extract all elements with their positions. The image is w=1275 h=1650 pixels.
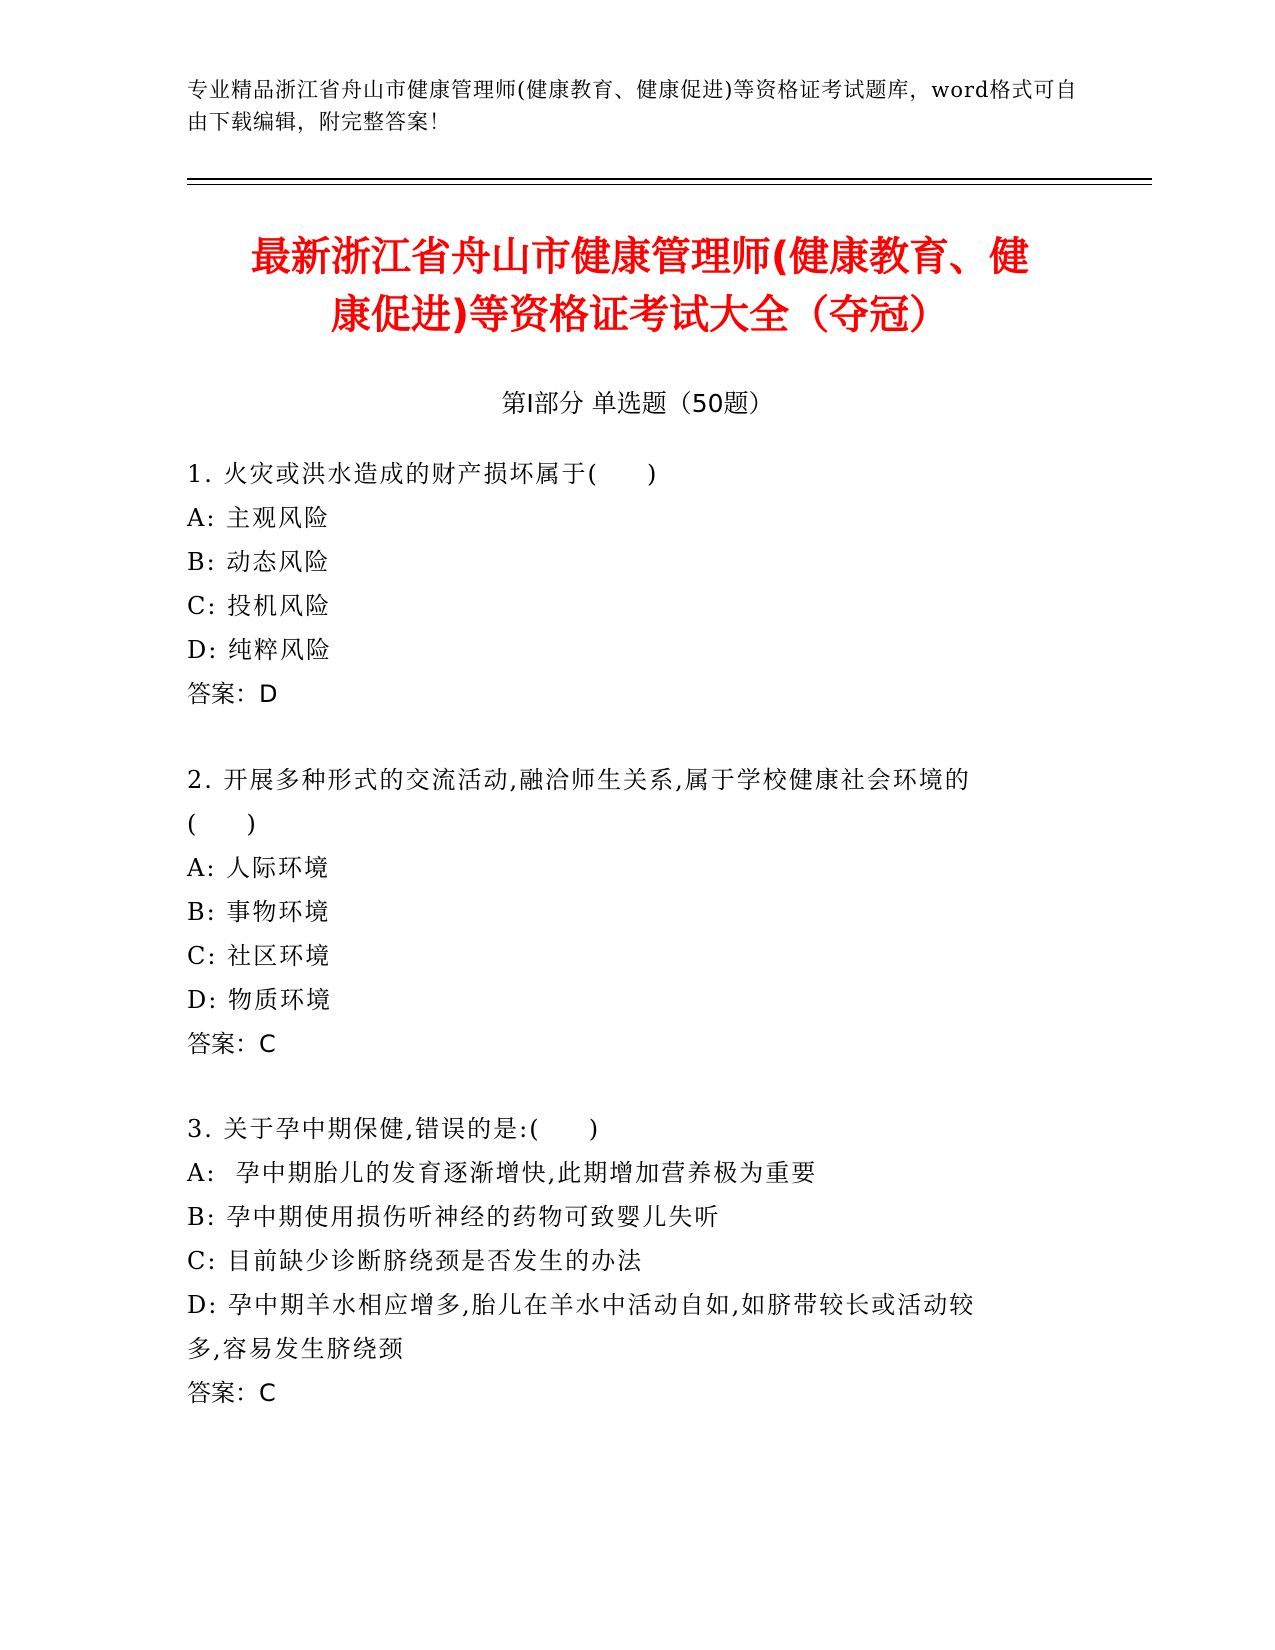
- question-3-answer: 答案：C: [187, 1379, 276, 1407]
- question-2-option-a: A: 人际环境: [187, 854, 331, 882]
- question-1-stem: 1. 火灾或洪水造成的财产损坏属于( ): [187, 460, 659, 488]
- question-1-option-c: C: 投机风险: [187, 592, 332, 620]
- question-3-option-a: A: 孕中期胎儿的发育逐渐增快,此期增加营养极为重要: [187, 1159, 818, 1187]
- title-line-1: 最新浙江省舟山市健康管理师(健康教育、健: [250, 234, 1030, 280]
- header-divider-thick: [187, 178, 1152, 180]
- question-2-answer: 答案：C: [187, 1030, 276, 1058]
- header-note: 专业精品浙江省舟山市健康管理师(健康教育、健康促进)等资格证考试题库，word格式可自由下载编辑，附完整答案！: [187, 78, 1078, 134]
- question-3-option-c: C: 目前缺少诊断脐绕颈是否发生的办法: [187, 1247, 644, 1275]
- question-3-option-d: D: 孕中期羊水相应增多,胎儿在羊水中活动自如,如脐带较长或活动较: [187, 1291, 976, 1319]
- title-line-2: 康促进)等资格证考试大全（夺冠）: [330, 292, 950, 338]
- question-1-option-d: D: 纯粹风险: [187, 636, 332, 664]
- question-3-stem: 3. 关于孕中期保健,错误的是:( ): [187, 1115, 601, 1143]
- document-title: [180, 228, 1100, 344]
- question-3-option-b: B: 孕中期使用损伤听神经的药物可致婴儿失听: [187, 1203, 721, 1231]
- question-1-answer: 答案：D: [187, 680, 278, 708]
- section-title: 第Ⅰ部分 单选题（50题）: [501, 389, 774, 418]
- question-2-option-b: B: 事物环境: [187, 898, 331, 926]
- question-2-option-d: D: 物质环境: [187, 986, 332, 1014]
- question-2-stem-cont: ( ): [187, 810, 258, 838]
- question-2-option-c: C: 社区环境: [187, 942, 332, 970]
- question-3-option-d-cont: 多,容易发生脐绕颈: [187, 1335, 405, 1363]
- question-1-option-b: B: 动态风险: [187, 548, 331, 576]
- header-divider-thin: [187, 184, 1152, 185]
- question-2-stem: 2. 开展多种形式的交流活动,融洽师生关系,属于学校健康社会环境的: [187, 766, 971, 794]
- question-1-option-a: A: 主观风险: [187, 504, 331, 532]
